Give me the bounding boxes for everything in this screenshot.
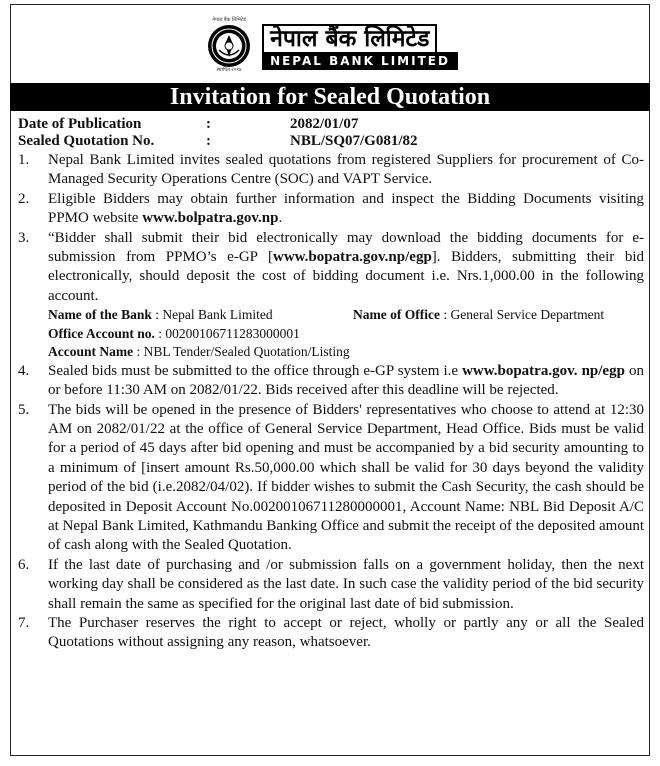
- item-number: 5.: [18, 401, 30, 418]
- item-text: If the last date of purchasing and /or submission falls on a government holiday, then the next working day shall be considered as the last date. In such case the validity period of the bid security shall remain the same as specified for the original last date of bid submission.: [48, 556, 644, 612]
- item-text: The Purchaser reserves the right to accept or reject, wholly or partly any or all the Sealed Quotations without assigning any reason, whatsoever.: [48, 615, 644, 651]
- publication-date-label: Date of Publication: [18, 116, 142, 132]
- item-text: Eligible Bidders may obtain further information and inspect the Bidding Documents visiting PPMO website www.bolpatra.gov.np.: [48, 190, 644, 227]
- egp-website-link: www.bopatra.gov. np/egp: [462, 362, 625, 379]
- egp-website-link: www.bopatra.gov.np/egp: [273, 249, 432, 266]
- account-row: [48, 343, 644, 362]
- list-item: [18, 556, 644, 614]
- list-item: [18, 401, 644, 556]
- item-number: 7.: [18, 615, 30, 632]
- notice-meta: [18, 116, 418, 150]
- bank-name-label: Name of the Bank: [48, 307, 152, 323]
- item-number: 2.: [18, 190, 30, 207]
- list-item: [18, 614, 644, 653]
- ppmo-website-link: www.bolpatra.gov.np: [142, 210, 279, 227]
- quotation-number-row: [18, 133, 418, 150]
- account-row: [48, 306, 644, 325]
- office-name-value: : General Service Department: [439, 307, 605, 323]
- list-item: [18, 190, 644, 229]
- publication-date-colon: :: [206, 116, 211, 132]
- quotation-number-value: NBL/SQ07/G081/82: [290, 133, 418, 149]
- item-text: Sealed bids must be submitted to the office through e-GP system i.e www.bopatra.gov. np/egp on or before 11:30 AM on 2082/01/22. Bids received after this deadline will be rejected.: [48, 362, 644, 399]
- publication-date-value: 2082/01/07: [290, 116, 359, 132]
- item-number: 3.: [18, 229, 30, 246]
- account-name-label: Account Name: [48, 344, 134, 360]
- item-text: Nepal Bank Limited invites sealed quotations from registered Suppliers for procurement of Co- Managed Security Operations Centre (SOC) and VAPT Service.: [48, 152, 644, 188]
- item-number: 1.: [18, 152, 30, 168]
- brand-nepali-name: नेपाल बैंक लिमिटेड: [262, 24, 437, 52]
- account-number-value: : 00200106711283000001: [154, 325, 300, 341]
- seal-bottom-text: स्थापित २०९४: [216, 68, 242, 73]
- bank-seal: [202, 18, 256, 76]
- bank-name-value: : Nepal Bank Limited: [151, 307, 273, 323]
- item-number: 4.: [18, 362, 30, 379]
- list-item: [18, 229, 644, 307]
- brand-english-name: NEPAL BANK LIMITED: [262, 52, 458, 70]
- notice-title: Invitation for Sealed Quotation: [10, 83, 650, 111]
- list-item: [18, 151, 644, 190]
- brand-wordmark: [262, 24, 458, 70]
- publication-date-row: [18, 116, 418, 133]
- quotation-number-label: Sealed Quotation No.: [18, 133, 155, 149]
- account-row: [48, 325, 644, 344]
- office-name-label: Name of Office: [353, 307, 440, 323]
- header-logo: [0, 12, 660, 82]
- seal-emblem-icon: [207, 24, 251, 68]
- account-details: [48, 306, 644, 362]
- quotation-number-colon: :: [206, 133, 211, 149]
- item-number: 6.: [18, 556, 30, 573]
- notice-body: [18, 151, 644, 653]
- item-text: The bids will be opened in the presence of Bidders' representatives who choose to attend at 12:30 AM on 2082/01/22 at the office of General Service Department, Head Office. Bids must be valid for a period of 45 days after bid opening and must be accompanied by a bid security amounting to a minimum of [insert amount Rs.50,000.00 which shall be valid for 30 days beyond the validity period of the bid (i.e.2082/04/02). If bidder wishes to submit the Cash Security, the cash should be deposited in Deposit Account No.00200106711280000001, Account Name: NBL Bid Deposit A/C at Nepal Bank Limited, Kathmandu Banking Office and submit the receipt of the deposited amount of cash along with the Sealed Quotation.: [48, 401, 644, 554]
- item-text: “Bidder shall submit their bid electronically may download the bidding documents for e-submission from PPMO’s e-GP [www.bopatra.gov.np/egp]. Bidders, submitting their bid electronically, should deposit the cost of bidding document i.e. Nrs.1,000.00 in the following account.: [48, 229, 644, 304]
- account-name-value: : NBL Tender/Sealed Quotation/Listing: [133, 344, 350, 360]
- account-number-label: Office Account no.: [48, 325, 155, 341]
- list-item: [18, 362, 644, 401]
- seal-top-text: नेपाल बैंक लिमिटेड: [212, 18, 246, 23]
